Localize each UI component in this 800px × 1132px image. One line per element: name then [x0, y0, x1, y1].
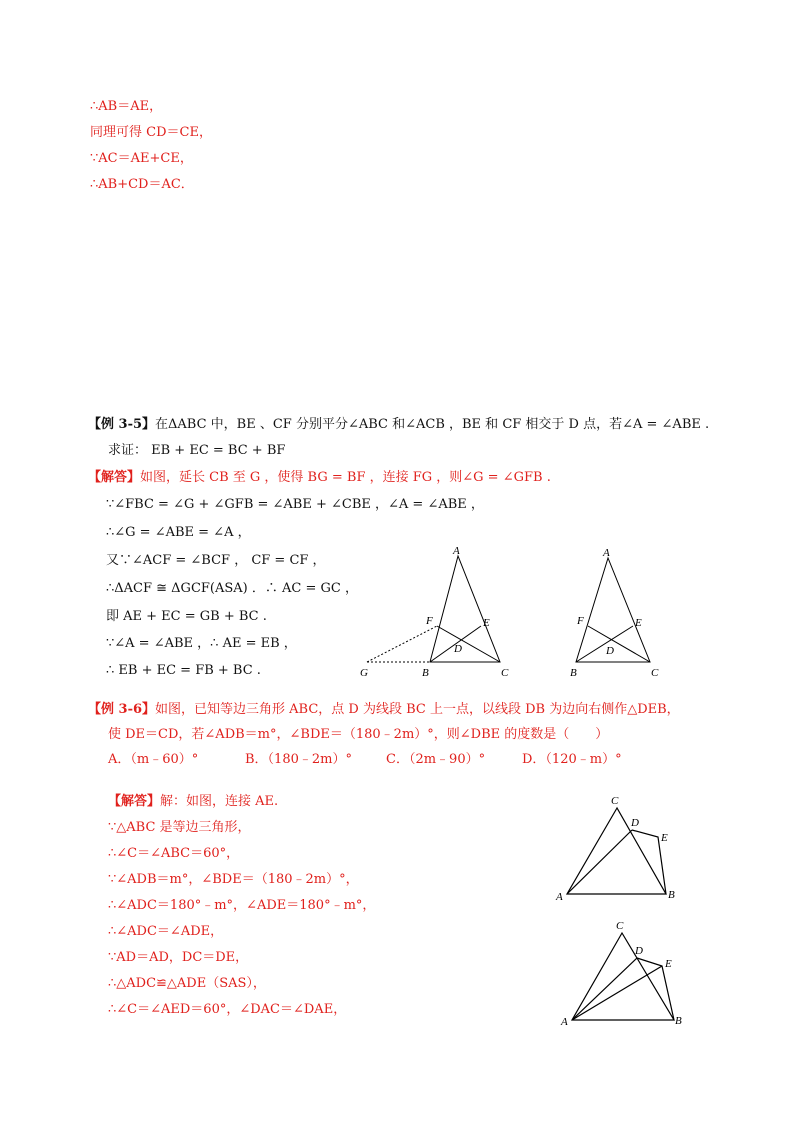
ex36-step-3: ∵∠ADB＝m°，∠BDE＝（180﹣2m）°，	[108, 872, 359, 887]
proof-line-2: 同理可得 CD＝CE，	[90, 125, 212, 140]
example-3-5-answer	[88, 469, 551, 487]
example-3-5-prove: 求证： EB + EC = BC + BF	[108, 443, 286, 458]
ex35-step-1: ∵∠FBC = ∠G + ∠GFB = ∠ABE + ∠CBE ，∠A = ∠ABE ，	[106, 497, 484, 512]
label-a-2: A	[561, 1016, 568, 1028]
option-b: B．（180﹣2m）°	[245, 752, 352, 767]
ex36-step-4: ∴∠ADC＝180°﹣m°，∠ADE＝180°﹣m°，	[108, 898, 376, 913]
proof-line-4: ∴AB+CD＝AC．	[90, 177, 194, 192]
segment-be-2	[576, 626, 633, 662]
label-e-2: E	[665, 958, 672, 970]
example-3-6-statement-2: 使 DE＝CD，若∠ADB＝m°，∠BDE＝（180﹣2m）°，则∠DBE 的度数是（ ）	[108, 727, 609, 742]
label-d-2: D	[606, 645, 614, 657]
ex35-step-5: 即 AE + EC = GB + BC .	[106, 609, 267, 624]
answer-text: 如图，延长 CB 至 G ，使得 BG = BF ，连接 FG ，则∠G = ∠GFB .	[140, 470, 551, 485]
label-d-2: D	[635, 945, 643, 957]
example-text: 如图，已知等边三角形 ABC，点 D 为线段 BC 上一点，以线段 DB 为边向右侧作△DEB，	[155, 702, 680, 717]
label-f: F	[426, 615, 433, 627]
example-3-6-statement	[88, 701, 680, 719]
ex35-step-2: ∴∠G = ∠ABE = ∠A ，	[106, 525, 251, 540]
ex35-step-7: ∴ EB + EC = FB + BC .	[106, 663, 261, 678]
segment-ad-2	[572, 958, 637, 1020]
ex36-step-7: ∴△ADC≌△ADE（SAS），	[108, 976, 266, 991]
segment-ae	[572, 966, 662, 1020]
example-tag: 【例 3-5】	[88, 417, 156, 432]
figure-with-ae	[560, 920, 682, 1028]
answer-tag: 【解答】	[108, 794, 161, 809]
triangle-abc	[430, 556, 500, 662]
example-3-5-statement	[88, 416, 709, 434]
label-g: G	[360, 667, 368, 679]
ex36-step-5: ∴∠ADC＝∠ADE，	[108, 924, 224, 939]
proof-line-1: ∴AB＝AE，	[90, 99, 163, 114]
ex36-step-6: ∵AD＝AD，DC＝DE，	[108, 950, 249, 965]
ex35-step-3: 又∵∠ACF = ∠BCF ， CF = CF ，	[106, 553, 326, 568]
label-c: C	[611, 795, 619, 807]
triangle-abc	[567, 808, 666, 894]
triangle-abc-2	[572, 933, 674, 1020]
ex36-step-1: ∵△ABC 是等边三角形，	[108, 820, 251, 835]
segment-cf-2	[588, 626, 650, 662]
label-e-2: E	[635, 617, 642, 629]
label-a: A	[556, 891, 563, 903]
example-tag: 【例 3-6】	[88, 702, 156, 717]
ex35-step-6: ∵∠A = ∠ABE ，∴ AE = EB ，	[106, 636, 297, 651]
label-d: D	[454, 643, 462, 655]
label-e: E	[483, 617, 490, 629]
segment-cf	[437, 626, 500, 662]
label-e: E	[661, 832, 668, 844]
figure-with-extension	[360, 545, 509, 679]
label-b-2: B	[675, 1015, 682, 1027]
segment-ad	[567, 830, 632, 894]
answer-tag: 【解答】	[88, 470, 141, 485]
label-c-2: C	[651, 667, 659, 679]
segment-gf	[367, 626, 437, 662]
ex36-step-8: ∴∠C＝∠AED＝60°，∠DAC＝∠DAE，	[108, 1002, 347, 1017]
option-c: C．（2m﹣90）°	[386, 752, 486, 767]
label-f-2: F	[577, 615, 584, 627]
figure-plain	[570, 547, 659, 679]
label-b-2: B	[570, 667, 577, 679]
example-3-6-figures	[548, 790, 698, 1030]
label-b: B	[668, 889, 675, 901]
proof-line-3: ∵AC＝AE+CE，	[90, 151, 193, 166]
ex35-step-4: ∴ΔACF ≅ ΔGCF(ASA) ．∴ AC = GC ，	[106, 581, 358, 596]
label-a: A	[453, 545, 460, 557]
label-a-2: A	[603, 547, 610, 559]
answer-text: 解：如图，连接 AE.	[160, 794, 279, 809]
example-text: 在ΔABC 中，BE 、CF 分别平分∠ABC 和∠ACB ，BE 和 CF 相交于 D 点，若∠A = ∠ABE .	[155, 417, 710, 432]
label-d: D	[631, 817, 639, 829]
example-3-6-answer	[108, 793, 278, 811]
example-3-5-figures	[350, 540, 690, 690]
ex36-step-2: ∴∠C＝∠ABC＝60°，	[108, 846, 240, 861]
label-c-2: C	[616, 920, 624, 932]
option-a: A．（m﹣60）°	[108, 752, 199, 767]
figure-triangle-deb	[555, 795, 675, 903]
label-b: B	[422, 667, 429, 679]
option-d: D．（120﹣m）°	[522, 752, 622, 767]
label-c: C	[501, 667, 509, 679]
